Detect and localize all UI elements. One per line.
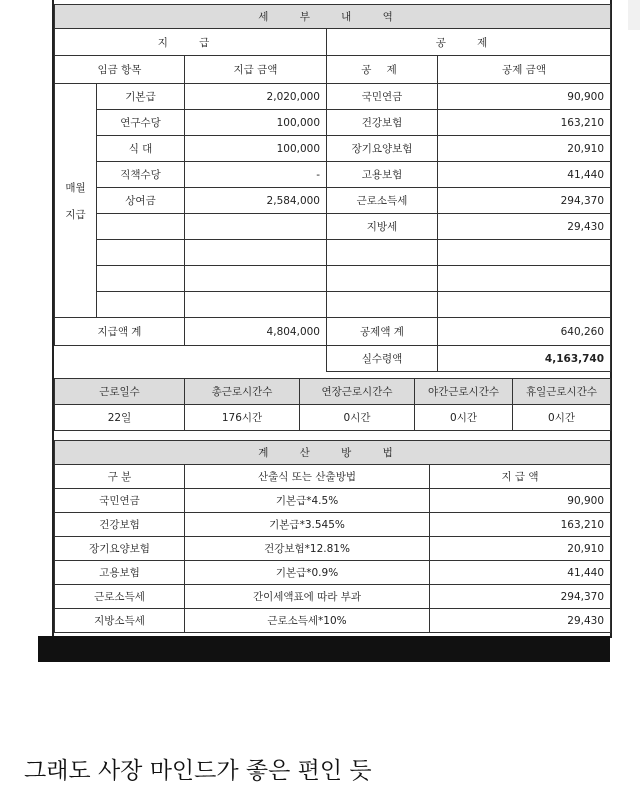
pay-item: 기본급 — [97, 84, 185, 110]
pay-item: 식 대 — [97, 136, 185, 162]
col-deduct-item: 공 제 — [327, 56, 438, 84]
side-label-2: 지급 — [65, 208, 86, 221]
calc-type: 건강보험 — [55, 513, 185, 537]
pay-amount: 2,584,000 — [185, 188, 327, 214]
calc-type: 장기요양보험 — [55, 537, 185, 561]
hours-value: 0시간 — [300, 405, 415, 431]
col-item: 임금 항목 — [55, 56, 185, 84]
pay-amount: 100,000 — [185, 136, 327, 162]
calc-row — [55, 561, 611, 585]
calc-amount: 163,210 — [430, 513, 611, 537]
pay-amount — [185, 214, 327, 240]
hours-value: 0시간 — [513, 405, 611, 431]
hours-header: 총근로시간수 — [185, 379, 300, 405]
hours-header: 휴일근로시간수 — [513, 379, 611, 405]
pay-item — [97, 266, 185, 292]
pay-item: 상여금 — [97, 188, 185, 214]
calc-method: 기본급*3.545% — [185, 513, 430, 537]
pay-amount: 2,020,000 — [185, 84, 327, 110]
deduct-amount — [438, 292, 611, 318]
calc-amount: 20,910 — [430, 537, 611, 561]
calc-row — [55, 609, 611, 633]
total-pay-value: 4,804,000 — [185, 318, 327, 346]
calc-method: 기본급*4.5% — [185, 489, 430, 513]
deduct-item: 근로소득세 — [327, 188, 438, 214]
calc-row — [55, 537, 611, 561]
net-label: 실수령액 — [327, 346, 438, 372]
deduct-header: 공 제 — [327, 29, 611, 56]
deduct-amount — [438, 266, 611, 292]
table-row — [55, 162, 611, 188]
table-row — [55, 110, 611, 136]
deduct-amount: 20,910 — [438, 136, 611, 162]
table-row — [55, 292, 611, 318]
hours-header: 야간근로시간수 — [415, 379, 513, 405]
pay-amount: - — [185, 162, 327, 188]
calc-col-type: 구 분 — [55, 465, 185, 489]
totals-row — [55, 318, 611, 346]
pay-statement — [52, 0, 612, 638]
hours-value: 22일 — [55, 405, 185, 431]
pay-amount — [185, 240, 327, 266]
col-deduct-amount: 공제 금액 — [438, 56, 611, 84]
calc-table — [54, 440, 611, 633]
calc-type: 고용보험 — [55, 561, 185, 585]
deduct-amount: 90,900 — [438, 84, 611, 110]
table-row — [55, 266, 611, 292]
deduct-item — [327, 266, 438, 292]
table-row — [55, 136, 611, 162]
calc-method: 건강보험*12.81% — [185, 537, 430, 561]
col-amount: 지급 금액 — [185, 56, 327, 84]
section-title: 세 부 내 역 — [55, 5, 611, 29]
deduct-amount: 163,210 — [438, 110, 611, 136]
calc-amount: 41,440 — [430, 561, 611, 585]
calc-method: 간이세액표에 따라 부과 — [185, 585, 430, 609]
calc-title: 계 산 방 법 — [55, 441, 611, 465]
deduct-amount: 41,440 — [438, 162, 611, 188]
hours-header: 연장근로시간수 — [300, 379, 415, 405]
net-row — [55, 346, 611, 372]
table-row — [55, 214, 611, 240]
table-row — [55, 240, 611, 266]
table-row — [55, 84, 611, 110]
side-label-1: 매월 — [65, 181, 86, 194]
deduct-item: 지방세 — [327, 214, 438, 240]
calc-amount: 29,430 — [430, 609, 611, 633]
total-deduct-label: 공제액 계 — [327, 318, 438, 346]
hours-value: 0시간 — [415, 405, 513, 431]
deduct-item: 국민연금 — [327, 84, 438, 110]
edge-mark — [628, 0, 640, 30]
calc-row — [55, 513, 611, 537]
redaction-bar — [38, 636, 610, 662]
calc-method: 기본급*0.9% — [185, 561, 430, 585]
total-pay-label: 지급액 계 — [55, 318, 185, 346]
deduct-item: 고용보험 — [327, 162, 438, 188]
deduct-item — [327, 292, 438, 318]
side-label — [55, 84, 97, 318]
pay-amount: 100,000 — [185, 110, 327, 136]
calc-amount: 90,900 — [430, 489, 611, 513]
net-value: 4,163,740 — [438, 346, 611, 372]
pay-item: 직책수당 — [97, 162, 185, 188]
calc-method: 근로소득세*10% — [185, 609, 430, 633]
details-table — [54, 4, 611, 372]
pay-amount — [185, 292, 327, 318]
total-deduct-value: 640,260 — [438, 318, 611, 346]
net-spacer — [55, 346, 327, 372]
pay-header: 지 급 — [55, 29, 327, 56]
hours-value: 176시간 — [185, 405, 300, 431]
calc-amount: 294,370 — [430, 585, 611, 609]
hours-table — [54, 378, 611, 431]
table-row — [55, 188, 611, 214]
pay-item — [97, 214, 185, 240]
calc-type: 근로소득세 — [55, 585, 185, 609]
deduct-amount — [438, 240, 611, 266]
calc-row — [55, 489, 611, 513]
calc-col-method: 산출식 또는 산출방법 — [185, 465, 430, 489]
deduct-item: 건강보험 — [327, 110, 438, 136]
calc-col-amount: 지 급 액 — [430, 465, 611, 489]
deduct-amount: 294,370 — [438, 188, 611, 214]
calc-type: 지방소득세 — [55, 609, 185, 633]
hours-header: 근로일수 — [55, 379, 185, 405]
pay-amount — [185, 266, 327, 292]
deduct-item: 장기요양보험 — [327, 136, 438, 162]
calc-type: 국민연금 — [55, 489, 185, 513]
pay-item: 연구수당 — [97, 110, 185, 136]
caption-text: 그래도 사장 마인드가 좋은 편인 듯 — [24, 758, 372, 784]
deduct-item — [327, 240, 438, 266]
pay-item — [97, 292, 185, 318]
deduct-amount: 29,430 — [438, 214, 611, 240]
pay-item — [97, 240, 185, 266]
calc-row — [55, 585, 611, 609]
